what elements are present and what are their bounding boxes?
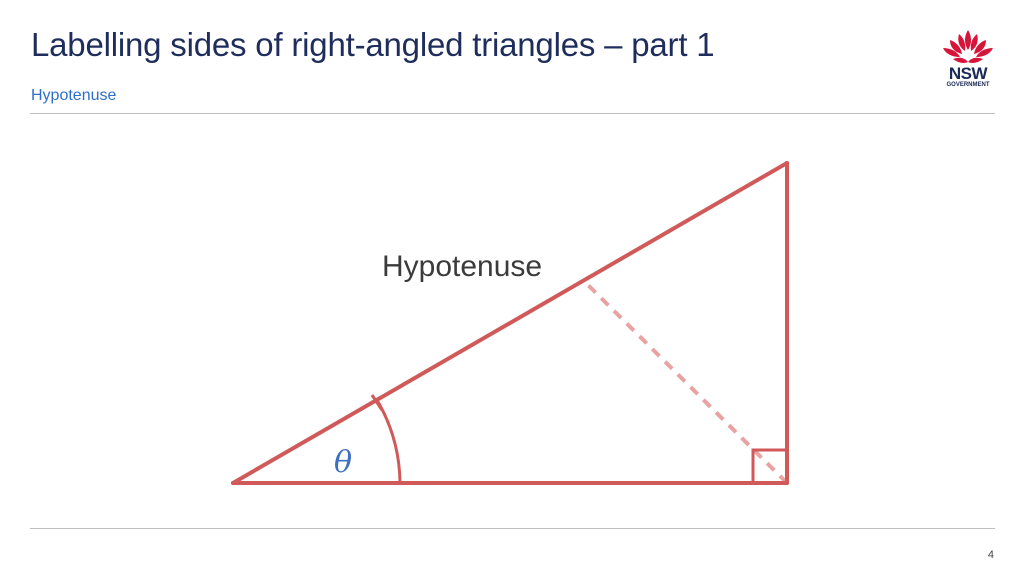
hypotenuse-line — [233, 163, 787, 483]
page-number: 4 — [987, 549, 994, 561]
theta-angle-label: θ — [334, 445, 353, 480]
slide-subtitle: Hypotenuse — [31, 87, 117, 104]
slide-title: Labelling sides of right-angled triangles – part 1 — [31, 26, 715, 63]
altitude-dashed-line — [583, 280, 787, 483]
footer-divider — [30, 528, 995, 529]
logo-wordmark: NSW — [948, 64, 988, 83]
hypotenuse-label: Hypotenuse — [382, 250, 543, 283]
logo-subtext: GOVERNMENT — [946, 82, 990, 88]
angle-arc — [377, 400, 400, 483]
